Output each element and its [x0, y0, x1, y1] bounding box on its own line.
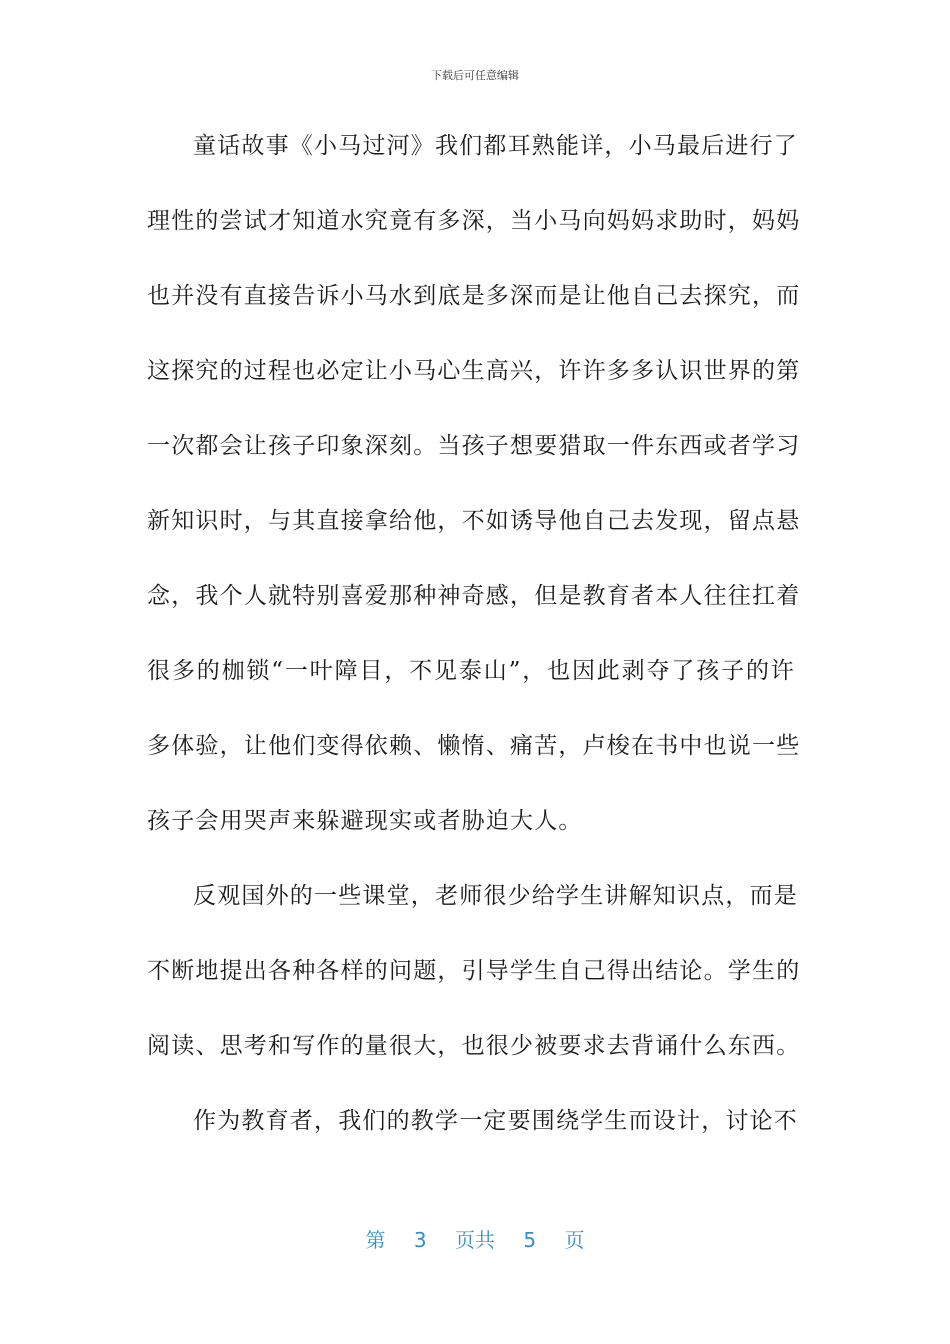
page-label-middle: 页共 — [455, 1228, 495, 1252]
paragraph-line: 作为教育者，我们的教学一定要围绕学生而设计，讨论不 — [193, 1108, 798, 1134]
total-pages-number: 5 — [523, 1228, 537, 1252]
paragraph-line: 阅读、思考和写作的量很大，也很少被要求去背诵什么东西。 — [147, 1033, 801, 1059]
page-header: 下载后可任意编辑 — [431, 69, 519, 82]
paragraph-line: 童话故事《小马过河》我们都耳熟能详，小马最后进行了 — [193, 133, 798, 159]
paragraph-line: 多体验，让他们变得依赖、懒惰、痛苦，卢梭在书中也说一些 — [147, 733, 801, 759]
page-label-suffix: 页 — [564, 1228, 585, 1252]
page-label-prefix: 第 — [365, 1228, 386, 1252]
document-body — [147, 128, 801, 1178]
paragraph-line: 一次都会让孩子印象深刻。当孩子想要猎取一件东西或者学习 — [147, 433, 801, 459]
paragraph-line: 孩子会用哭声来躲避现实或者胁迫大人。 — [147, 808, 583, 834]
paragraph-line: 理性的尝试才知道水究竟有多深，当小马向妈妈求助时，妈妈 — [147, 208, 801, 234]
current-page-number: 3 — [413, 1228, 427, 1252]
paragraph-line: 很多的枷锁“一叶障目，不见泰山”，也因此剥夺了孩子的许 — [147, 658, 795, 684]
paragraph-line: 念，我个人就特别喜爱那种神奇感，但是教育者本人往往扛着 — [147, 583, 801, 609]
paragraph-line: 不断地提出各种各样的问题，引导学生自己得出结论。学生的 — [147, 958, 801, 984]
paragraph-line: 这探究的过程也必定让小马心生高兴，许许多多认识世界的第 — [147, 358, 801, 384]
paragraph-line: 也并没有直接告诉小马水到底是多深而是让他自己去探究，而 — [147, 283, 801, 309]
paragraph-line: 新知识时，与其直接拿给他，不如诱导他自己去发现，留点悬 — [147, 508, 801, 534]
page-footer — [0, 1224, 950, 1253]
paragraph-line: 反观国外的一些课堂，老师很少给学生讲解知识点，而是 — [193, 883, 798, 909]
